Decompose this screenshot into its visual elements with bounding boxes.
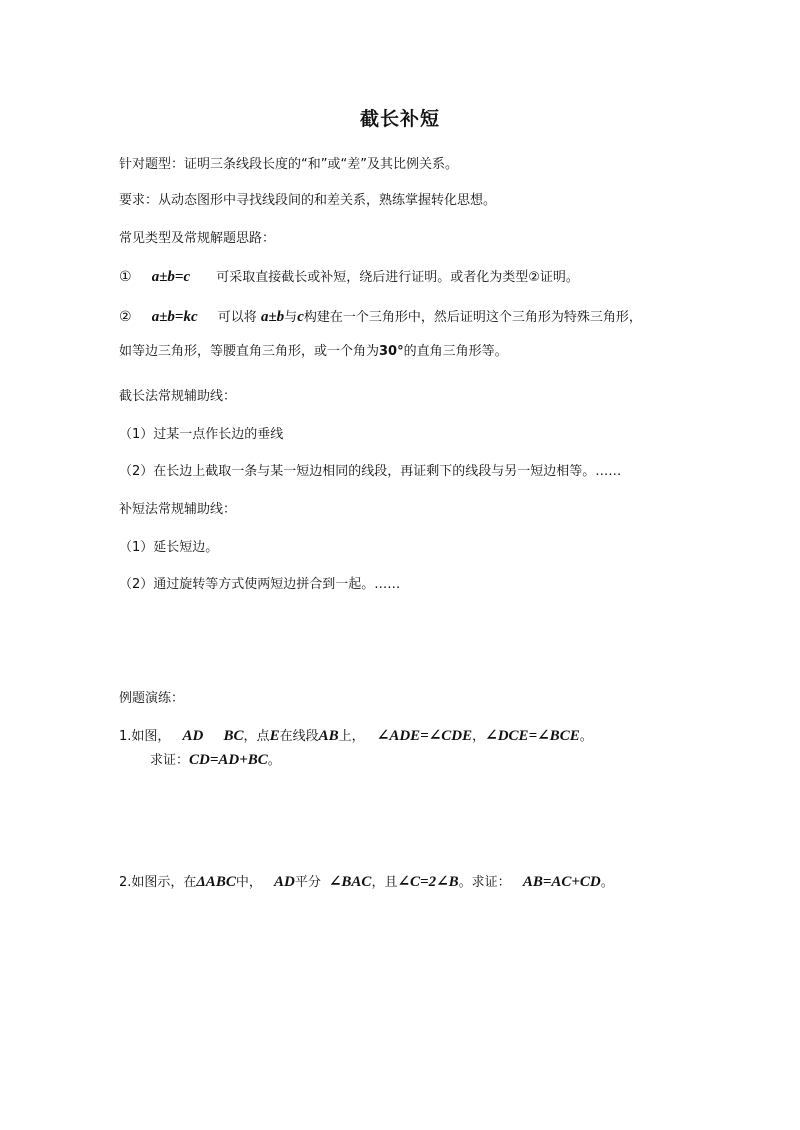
q2-text-in: 中，: [235, 875, 262, 890]
examples-heading: 例题演练：: [119, 691, 185, 706]
type2-formula: a±b=kc: [151, 309, 198, 325]
type1-marker: ①: [119, 269, 132, 285]
q1-equation-1: ∠ADE=∠CDE: [376, 728, 473, 744]
intro-target: 针对题型：证明三条线段长度的“和”或“差”及其比例关系。: [119, 157, 458, 172]
intro-common-types: 常见类型及常规解题思路：: [119, 231, 276, 246]
q2-condition: ∠C=2∠B: [397, 874, 459, 890]
q1-end: 。: [579, 729, 593, 744]
question-1: [119, 727, 593, 746]
type2-line1: [119, 308, 642, 327]
type2-expr-b: c: [297, 309, 304, 325]
q1-seg-ab: AB: [318, 728, 339, 744]
cut-long-item: （1）过某一点作长边的垂线: [119, 427, 284, 442]
type2-angle: 30°: [379, 344, 404, 359]
q1-equation-2: ∠DCE=∠BCE: [485, 728, 580, 744]
type2-line2-a: 如等边三角形，等腰直角三角形，或一个角为: [119, 344, 380, 359]
question-2: [119, 873, 614, 892]
question-1-prove: [150, 751, 281, 770]
q1-separator: ，: [472, 729, 486, 744]
type2-line2: [119, 343, 508, 361]
type2-line2-b: 的直角三角形等。: [403, 344, 508, 359]
q2-prove-equation: AB=AC+CD: [522, 874, 601, 890]
extend-short-item: （1）延长短边。: [119, 540, 219, 555]
intro-requirement: 要求：从动态图形中寻找线段间的和差关系，熟练掌握转化思想。: [119, 193, 497, 208]
q2-end: 。: [600, 875, 614, 890]
q2-text-bisects: 平分: [294, 875, 321, 890]
q2-text-and: ，且: [371, 875, 398, 890]
type1-formula: a±b=c: [151, 269, 191, 285]
cut-long-heading: 截长法常规辅助线：: [119, 389, 237, 404]
q1-prove-label: 求证：: [150, 753, 190, 768]
q1-text-on-segment: 在线段: [279, 729, 319, 744]
q1-text-on: 上，: [338, 729, 365, 744]
q1-point-e: E: [269, 728, 280, 744]
q1-prove-equation: CD=AD+BC: [189, 752, 268, 768]
q1-prefix: 1.如图，: [119, 729, 171, 744]
q2-triangle: ΔABC: [196, 874, 236, 890]
extend-short-heading: 补短法常规辅助线：: [119, 502, 237, 517]
q1-seg-ad: AD: [182, 728, 204, 744]
type2-marker: ②: [119, 309, 132, 325]
q1-text-point: ，点: [243, 729, 270, 744]
type2-text-c: 构建在一个三角形中，然后证明这个三角形为特殊三角形，: [303, 310, 642, 325]
q1-prove-end: 。: [267, 753, 281, 768]
q1-seg-bc: BC: [223, 728, 244, 744]
page-title: 截长补短: [359, 108, 440, 130]
q2-text-prove: 。求证：: [458, 875, 511, 890]
type1-line: [119, 268, 579, 287]
type2-expr-a: a±b: [260, 309, 285, 325]
extend-short-item: （2）通过旋转等方式使两短边拼合到一起。……: [119, 577, 401, 592]
type1-text: 可采取直接截长或补短，绕后进行证明。或者化为类型②证明。: [216, 270, 579, 285]
type2-text-a: 可以将: [217, 310, 257, 325]
q2-angle-bac: ∠BAC: [328, 874, 372, 890]
q2-prefix: 2.如图示，在: [119, 875, 197, 890]
cut-long-item: （2）在长边上截取一条与某一短边相同的线段，再证剩下的线段与另一短边相等。……: [119, 464, 622, 479]
q2-seg-ad: AD: [273, 874, 295, 890]
type2-text-b: 与: [284, 310, 298, 325]
